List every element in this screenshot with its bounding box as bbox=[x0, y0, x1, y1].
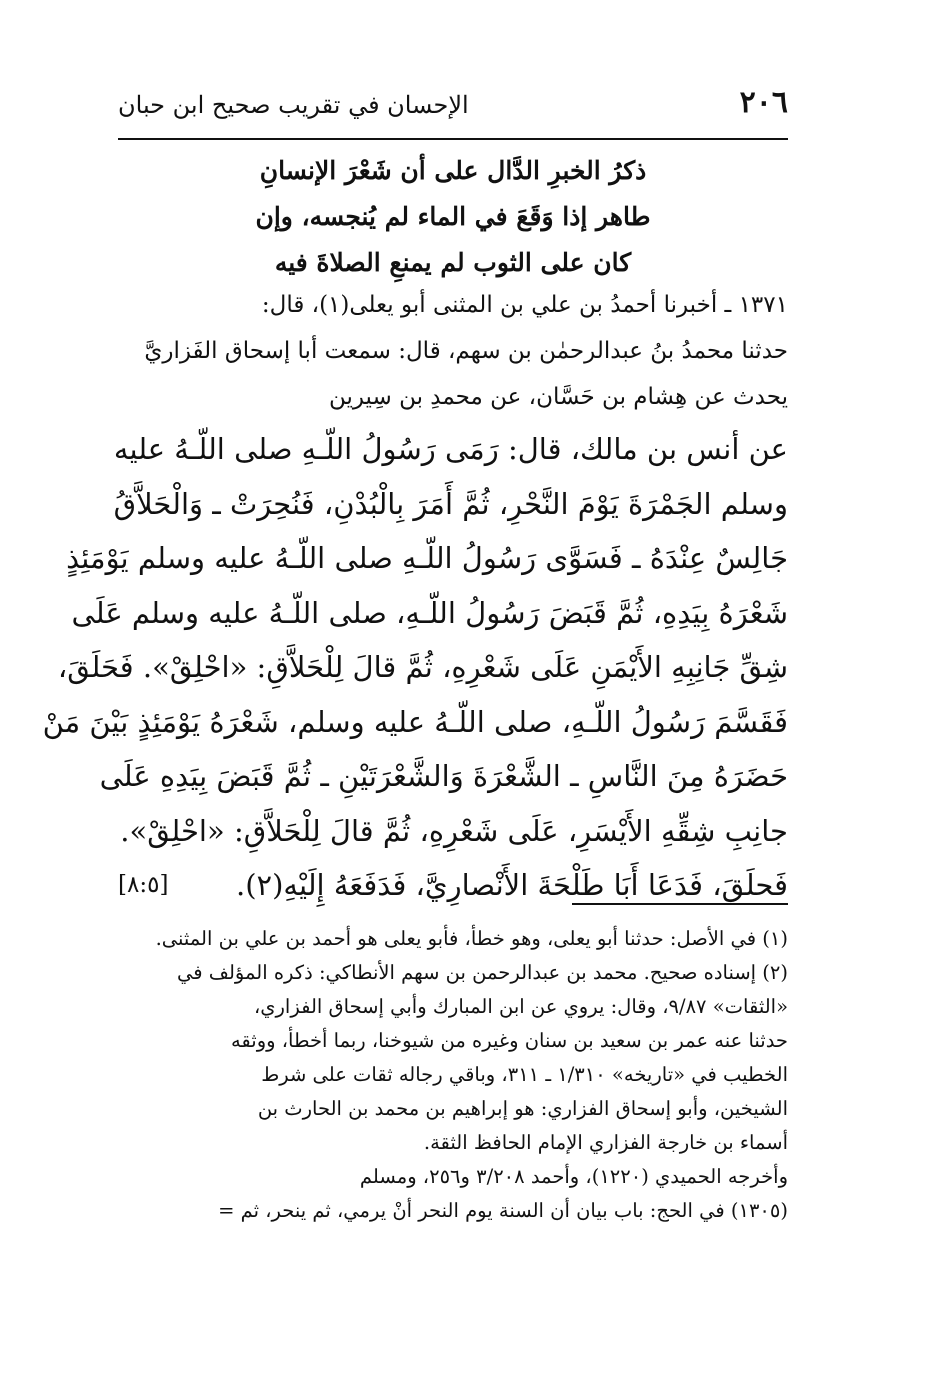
isnad-line: يحدث عن هِشام بن حَسَّان، عن محمدِ بن سِيرين bbox=[328, 384, 788, 410]
footnote-line: أسماء بن خارجة الفزاري الإمام الحافظ الثقة. bbox=[423, 1131, 788, 1154]
isnad-line: ١٣٧١ ـ أخبرنا أحمدُ بن علي بن المثنى أبو يعلى(١)، قال: bbox=[261, 292, 788, 318]
matn-line: جانِبِ شِقِّهِ الأَيْسَرِ، عَلَى شَعْرِهِ، ثُمَّ قالَ لِلْحَلاَّقِ: «احْلِقْ». bbox=[120, 813, 788, 848]
heading-line: طاهر إذا وَقَعَ في الماء لم يُنجسه، وإن bbox=[255, 202, 651, 231]
page-number: ٢٠٦ bbox=[739, 85, 788, 120]
matn-line: جَالِسٌ عِنْدَهُ ـ فَسَوَّى رَسُولُ اللّـهِ صلى اللّـهُ عليه وسلم يَوْمَئِذٍ bbox=[66, 541, 788, 575]
heading-line: كان على الثوب لم يمنعِ الصلاةَ فيه bbox=[274, 248, 632, 277]
header-rule bbox=[118, 138, 788, 140]
matn-line: عن أنس بن مالك، قال: رَمَى رَسُولُ اللّـهِ صلى اللّـهُ عليه bbox=[113, 432, 788, 466]
hadith-isnad bbox=[118, 282, 788, 420]
footnote-line: الخطيب في «تاريخه» ١/٣١٠ ـ ٣١١، وباقي رجاله ثقات على شرط bbox=[261, 1063, 788, 1086]
matn-line: شِقِّ جَانِبِهِ الأَيْمَنِ عَلَى شَعْرِهِ، ثُمَّ قالَ لِلْحَلاَّقِ: «احْلِقْ». فَحَلَقَ، bbox=[57, 650, 788, 684]
matn-line: شَعْرَهُ بِيَدِهِ، ثُمَّ قَبَضَ رَسُولُ اللّـهِ، صلى اللّـهُ عليه وسلم عَلَى bbox=[71, 595, 788, 630]
matn-line: فَقَسَّمَ رَسُولُ اللّـهِ، صلى اللّـهُ عليه وسلم، شَعْرَهُ يَوْمَئِذٍ بَيْنَ مَنْ bbox=[42, 704, 788, 739]
page-header bbox=[118, 85, 788, 131]
matn-reference: [٨:٥] bbox=[118, 872, 169, 898]
footnote-line: وأخرجه الحميدي (١٢٢٠)، وأحمد ٣/٢٠٨ و٢٥٦، ومسلم bbox=[359, 1165, 788, 1188]
footnote-line: (١) في الأصل: حدثنا أبو يعلى، وهو خطأ، فأبو يعلى هو أحمد بن علي بن المثنى. bbox=[155, 927, 788, 950]
matn-line: حَضَرَهُ مِنَ النَّاسِ ـ الشَّعْرَةَ وَالشَّعْرَتَيْنِ ـ ثُمَّ قَبَضَ بِيَدِهِ عَلَى bbox=[99, 759, 788, 793]
footnote-rule bbox=[572, 903, 788, 905]
matn-line: فَحلَقَ، فَدَعَا أَبَا طَلْحَةَ الأَنْصارِيَّ، فَدَفَعَهُ إِلَيْهِ(٢). bbox=[235, 868, 788, 902]
heading-line: ذكرُ الخبرِ الدَّال على أن شَعْرَ الإنسانِ bbox=[259, 156, 647, 185]
footnote-line: «الثقات» ٩/٨٧، وقال: يروي عن ابن المبارك وأبي إسحاق الفزاري، bbox=[253, 995, 788, 1018]
matn-line: وسلم الجَمْرَةَ يَوْمَ النَّحْرِ، ثُمَّ أَمَرَ بِالْبُدْنِ، فَنُحِرَتْ ـ وَالْحَلاَّقُ bbox=[113, 486, 788, 521]
isnad-line: حدثنا محمدُ بنُ عبدالرحمٰن بن سهم، قال: سمعت أبا إسحاق الفَزاريَّ bbox=[144, 338, 788, 364]
footnotes bbox=[118, 922, 788, 1228]
footnote-line: حدثنا عنه عمر بن سعيد بن سنان وغيره من شيوخنا، ربما أخطأ، ووثقه bbox=[230, 1029, 788, 1052]
book-title: الإحسان في تقريب صحيح ابن حبان bbox=[118, 91, 469, 119]
footnote-line: (١٣٠٥) في الحج: باب بيان أن السنة يوم النحر أنْ يرمي، ثم ينحر، ثم = bbox=[218, 1199, 788, 1222]
footnote-line: (٢) إسناده صحيح. محمد بن عبدالرحمن بن سهم الأنطاكي: ذكره المؤلف في bbox=[177, 961, 788, 984]
footnote-line: الشيخين، وأبو إسحاق الفزاري: هو إبراهيم بن محمد بن الحارث بن bbox=[257, 1097, 788, 1120]
chapter-heading bbox=[118, 148, 788, 286]
hadith-matn bbox=[42, 422, 788, 913]
